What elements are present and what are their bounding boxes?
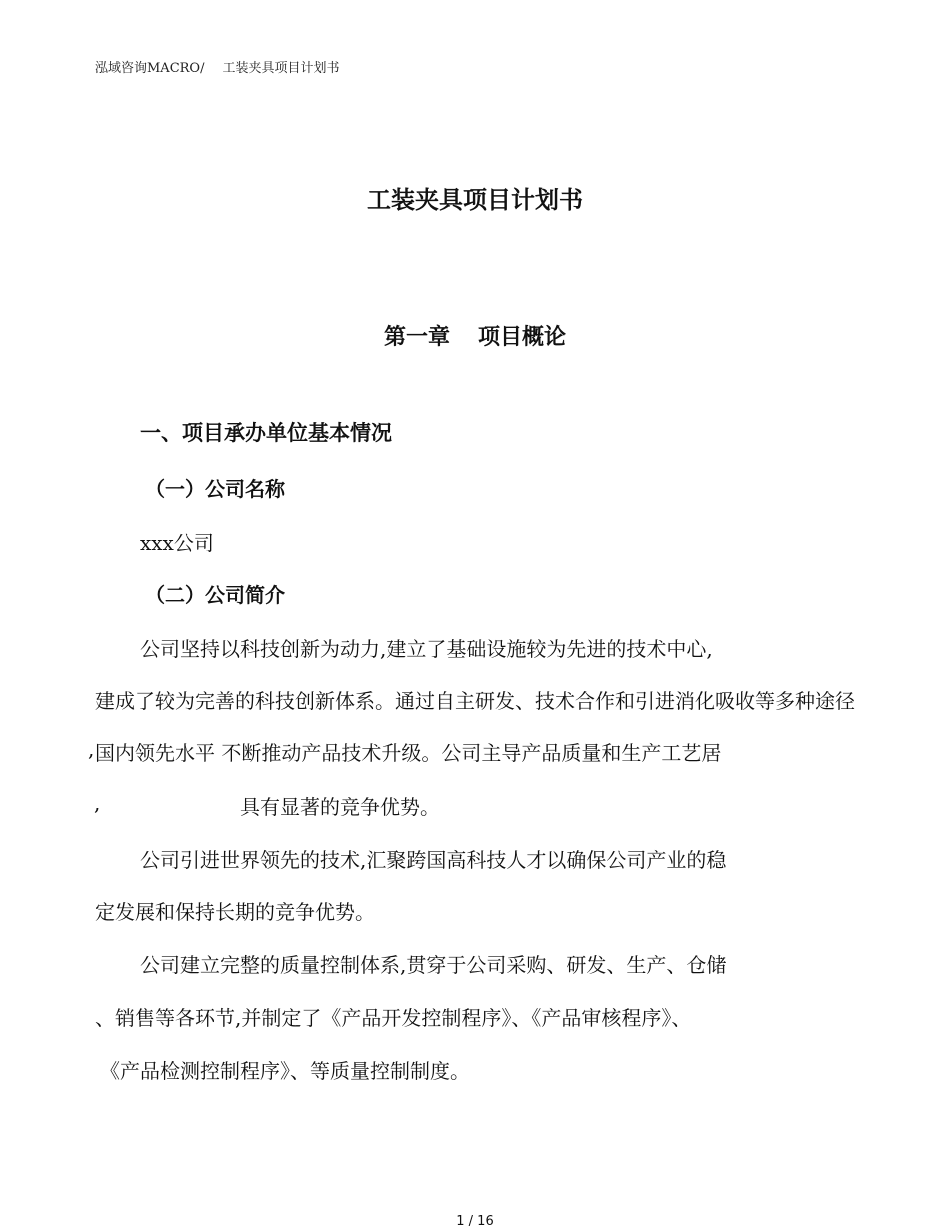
profile-line-9: 《产品检测控制程序》、等质量控制制度。 <box>100 1059 470 1083</box>
header-left: 泓域咨询MACRO/ <box>95 61 205 76</box>
running-header <box>95 57 340 76</box>
profile-line-7: 公司建立完整的质量控制体系,贯穿于公司采购、研发、生产、仓储 <box>140 953 727 977</box>
subsection-heading-company-name: （一）公司名称 <box>145 477 285 501</box>
company-name-text: xxx公司 <box>140 531 214 555</box>
header-right: 工装夹具项目计划书 <box>222 61 340 76</box>
profile-line-8: 、销售等各环节,并制定了《产品开发控制程序》、《产品审核程序》、 <box>95 1006 692 1030</box>
subsection-heading-company-profile: （二）公司简介 <box>145 583 285 607</box>
section-heading: 一、项目承办单位基本情况 <box>140 421 392 445</box>
profile-line-3: 国内领先水平 不断推动产品技术升级。公司主导产品质量和生产工艺居 <box>95 741 722 765</box>
document-title: 工装夹具项目计划书 <box>367 186 583 214</box>
stray-comma-1: , <box>88 737 95 761</box>
page-number: 1 / 16 <box>456 1214 494 1229</box>
chapter-name: 项目概论 <box>478 325 567 350</box>
chapter-title <box>0 320 950 351</box>
profile-line-1: 公司坚持以科技创新为动力,建立了基础设施较为先进的技术中心, <box>140 637 713 661</box>
chapter-number: 第一章 <box>383 325 450 350</box>
profile-line-2: 建成了较为完善的科技创新体系。通过自主研发、技术合作和引进消化吸收等多种途径 <box>95 689 855 713</box>
profile-line-5: 公司引进世界领先的技术,汇聚跨国高科技人才以确保公司产业的稳 <box>140 848 727 872</box>
profile-line-4: 具有显著的竞争优势。 <box>240 795 440 819</box>
profile-line-6: 定发展和保持长期的竞争优势。 <box>95 900 375 924</box>
stray-comma-2: , <box>94 791 101 815</box>
